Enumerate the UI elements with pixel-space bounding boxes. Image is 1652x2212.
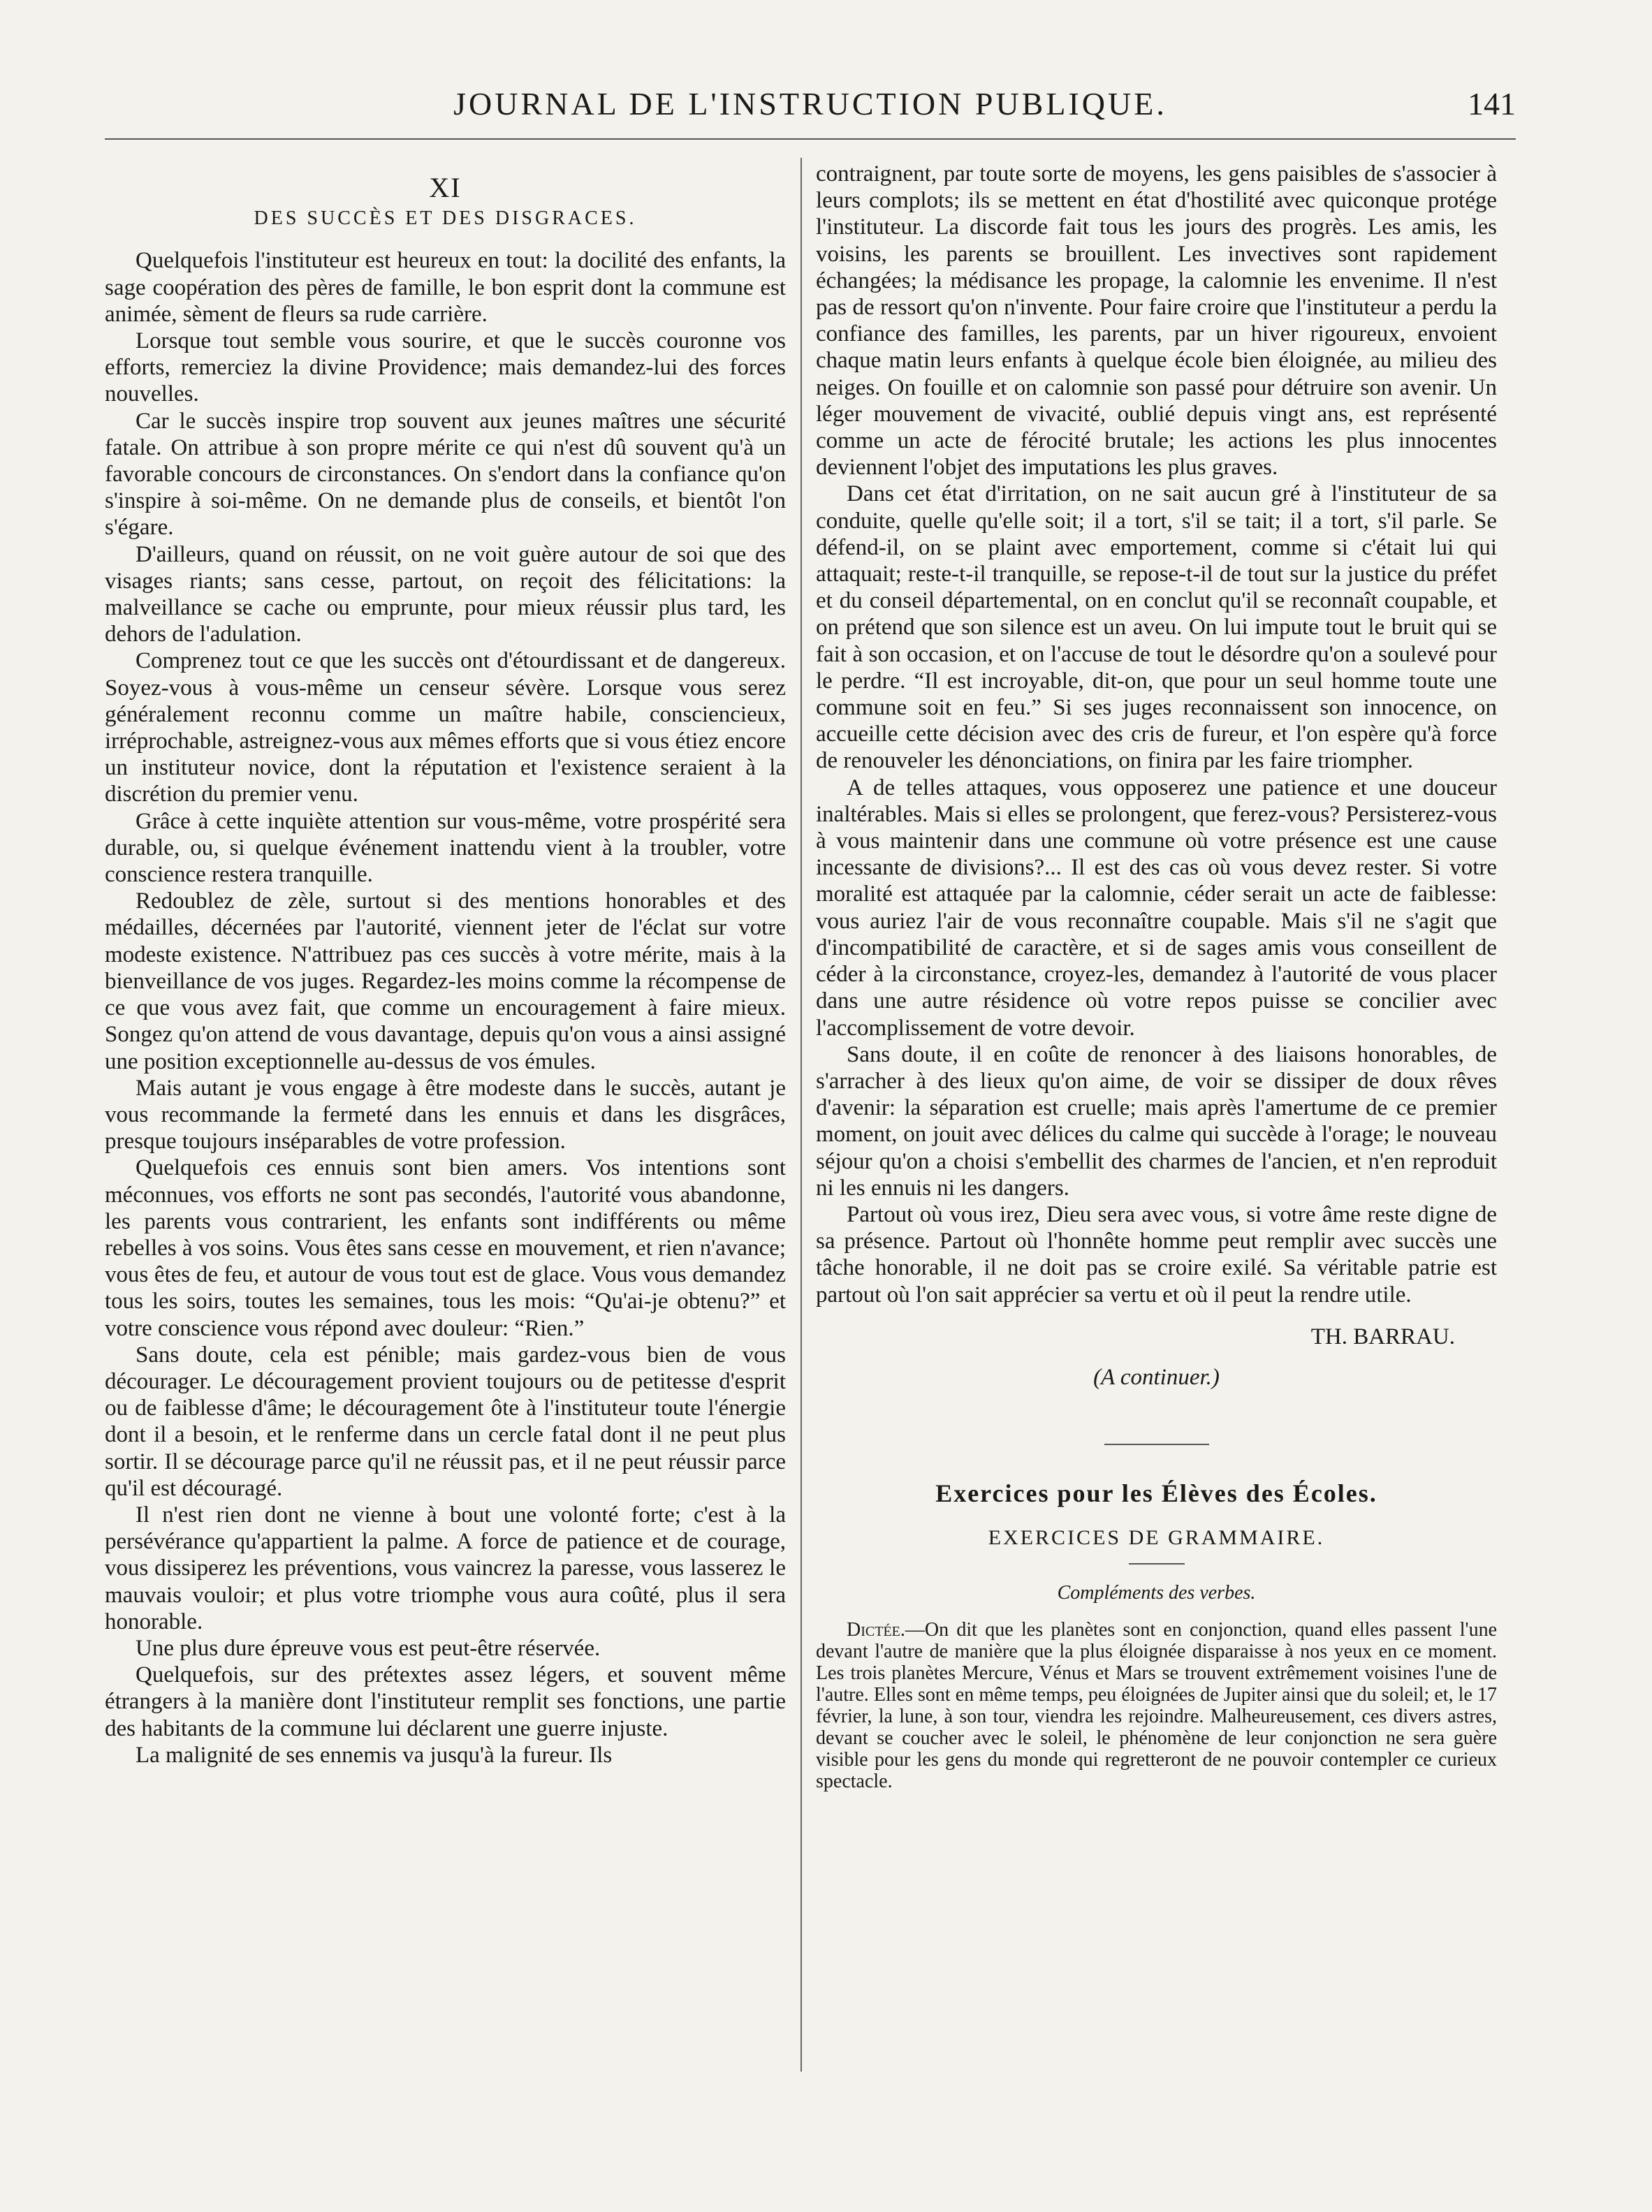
paragraph: Sans doute, cela est pénible; mais gardez-vous bien de vous décourager. Le découragement provient toujours ou de petitesse d'esprit ou de faiblesse d'âme; le découragement ôte à l'instituteur toute l'énergie dont il a besoin, et le renferme dans un cercle fatal dont il ne peut plus sortir. Il se décourage parce qu'il ne réussit pas, et il ne peut réussir parce qu'il est découragé.: [105, 1342, 786, 1501]
page-number: 141: [1468, 86, 1516, 122]
grammar-rule: [1129, 1563, 1185, 1565]
left-column: [105, 161, 786, 1768]
header-rule: [105, 138, 1516, 140]
paragraph: contraignent, par toute sorte de moyens, les gens paisibles de s'associer à leurs complots; ils se mettent en état d'hostilité avec quiconque protége l'instituteur. La discorde fait tous les jours des progrès. Les amis, les voisins, les parents se brouillent. Les invectives sont rapidement échangées; la médisance les propage, la calomnie les envenime. Il n'est pas de ressort qu'on n'invente. Pour faire croire que l'instituteur a perdu la confiance des familles, les parents, par un hiver rigoureux, envoient chaque matin leurs enfants à quelque école bien éloignée, au milieu des neiges. On fouille et on calomnie son passé pour détruire son avenir. Un léger mouvement de vivacité, oublié depuis vingt ans, est représenté comme un acte de férocité brutale; les actions les plus innocentes deviennent l'objet des imputations les plus graves.: [816, 161, 1497, 481]
paragraph: Lorsque tout semble vous sourire, et que le succès couronne vos efforts, remerciez la divine Providence; mais demandez-lui des forces nouvelles.: [105, 328, 786, 407]
dictation-lead: Dictée.: [847, 1618, 905, 1641]
right-column: [816, 161, 1497, 1792]
author-signature: TH. BARRAU.: [1310, 1324, 1455, 1349]
paragraph: Dans cet état d'irritation, on ne sait aucun gré à l'instituteur de sa conduite, quelle qu'elle soit; il a tort, s'il se tait; il a tort, s'il parle. Se défend-il, on se plaint avec emportement, comme si c'était lui qui attaquait; reste-t-il tranquille, se repose-t-il de tout sur la justice du préfet et du conseil départemental, on en conclut qu'il se reconnaît coupable, et on prétend que son silence est un aveu. On lui impute tout le bruit qui se fait à son occasion, et on l'accuse de tout le désordre qu'on a soulevé pour le perdre. “Il est incroyable, dit-on, que pour un seul homme toute une commune soit en feu.” Si ses juges reconnaissent son innocence, on accueille cette décision avec des cris de fureur, et l'on espère qu'à force de renouveler les dénonciations, on finira par les faire triompher.: [816, 481, 1497, 774]
to-be-continued: (A continuer.): [1093, 1364, 1220, 1390]
paragraph: Grâce à cette inquiète attention sur vous-même, votre prospérité sera durable, ou, si quelque événement inattendu vient à la troubler, votre conscience restera tranquille.: [105, 808, 786, 888]
paragraph: Quelquefois, sur des prétextes assez légers, et souvent même étrangers à la manière dont l'instituteur remplit ses fonctions, une partie des habitants de la commune lui déclarent une guerre injuste.: [105, 1662, 786, 1741]
page-header: [105, 78, 1516, 134]
section-title: DES SUCCÈS ET DES DISGRACES.: [254, 207, 637, 230]
paragraph: Quelquefois l'instituteur est heureux en tout: la docilité des enfants, la sage coopération des pères de famille, le bon esprit dont la commune est animée, sèment de fleurs sa rude carrière.: [105, 248, 786, 327]
grammar-title: EXERCICES DE GRAMMAIRE.: [988, 1526, 1325, 1550]
paragraph: Il n'est rien dont ne vienne à bout une volonté forte; c'est à la persévérance qu'appartient la palme. A force de patience et de courage, vous dissiperez les préventions, vous vaincrez la paresse, vous lasserez le mauvais vouloir; et plus votre triomphe vous aura coûté, plus il sera honorable.: [105, 1502, 786, 1634]
paragraph: Redoublez de zèle, surtout si des mentions honorables et des médailles, décernées par l'autorité, viennent jeter de l'éclat sur votre modeste existence. N'attribuez pas ces succès à votre mérite, mais à la bienveillance de vos juges. Regardez-les moins comme la récompense de ce que vous avez fait, que comme un encouragement à faire mieux. Songez qu'on attend de vous davantage, depuis qu'on vous a ainsi assigné une position exceptionnelle au-dessus de vos émules.: [105, 888, 786, 1074]
paragraph: La malignité de ses ennemis va jusqu'à la fureur. Ils: [136, 1742, 613, 1768]
paragraph: A de telles attaques, vous opposerez une patience et une douceur inaltérables. Mais si elles se prolongent, que ferez-vous? Persisterez-vous à vous maintenir dans une commune où votre présence est une cause incessante de divisions?... Il est des cas où vous devez rester. Si votre moralité est attaquée par la calomnie, céder serait un acte de faiblesse: vous auriez l'air de vous reconnaître coupable. Mais s'il ne s'agit que d'incompatibilité de caractère, et si de sages amis vous conseillent de céder à la circonstance, croyez-les, demandez à l'autorité de vous placer dans une autre résidence où votre repos puisse se concilier avec l'accomplissement de votre devoir.: [816, 775, 1497, 1041]
paragraph: Car le succès inspire trop souvent aux jeunes maîtres une sécurité fatale. On attribue à son propre mérite ce qui n'est dû souvent qu'à un favorable concours de circonstances. On s'endort dans la confiance qu'on s'inspire à soi-même. On ne demande plus de conseils, et bientôt l'on s'égare.: [105, 408, 786, 541]
dictation-paragraph: [816, 1619, 1497, 1792]
section-rule: [1104, 1444, 1209, 1445]
dictation-text: —On dit que les planètes sont en conjonction, quand elles passent l'une devant l'autre de manière que la plus éloignée disparaisse à nos yeux en ce moment. Les trois planètes Mercure, Vénus et Mars se trouvent extrêmement voisines l'une de l'autre. Elles sont en même temps, peu éloignées de Jupiter ainsi que du soleil; et, le 17 février, la lune, à son tour, viendra les rejoindre. Malheureusement, ces divers astres, devant se coucher avec le soleil, le phénomène de leur conjonction ne sera guère visible pour les gens du monde qui regretteront de ne pouvoir contempler ce curieux spectacle.: [816, 1618, 1497, 1792]
paragraph: Comprenez tout ce que les succès ont d'étourdissant et de dangereux. Soyez-vous à vous-même un censeur sévère. Lorsque vous serez généralement reconnu comme un maître habile, consciencieux, irréprochable, astreignez-vous aux mêmes efforts que si vous étiez encore un instituteur novice, dont la réputation et l'existence seraient à la discrétion du premier venu.: [105, 648, 786, 807]
paragraph: Une plus dure épreuve vous est peut-être réservée.: [136, 1635, 601, 1661]
paragraph: Partout où vous irez, Dieu sera avec vous, si votre âme reste digne de sa présence. Partout où l'honnête homme peut remplir avec succès une tâche honorable, il ne doit pas se croire exilé. Sa véritable patrie est partout où l'on sait apprécier sa vertu et où il peut la rendre utile.: [816, 1201, 1497, 1308]
paragraph: Mais autant je vous engage à être modeste dans le succès, autant je vous recommande la fermeté dans les ennuis et dans les disgrâces, presque toujours inséparables de votre profession.: [105, 1075, 786, 1155]
section-number: XI: [429, 172, 462, 203]
paragraph: D'ailleurs, quand on réussit, on ne voit guère autour de soi que des visages riants; sans cesse, partout, on reçoit des félicitations: la malveillance se cache ou emprunte, pour mieux réussir plus tard, les dehors de l'adulation.: [105, 541, 786, 647]
running-title: JOURNAL DE L'INSTRUCTION PUBLIQUE.: [453, 86, 1167, 122]
paragraph: Quelquefois ces ennuis sont bien amers. Vos intentions sont méconnues, vos efforts ne sont pas secondés, l'autorité vous abandonne, les parents vous contrarient, les enfants sont indifférents ou même rebelles à vos soins. Vous êtes sans cesse en mouvement, et rien n'avance; vous êtes de feu, et autour de vous tout est de glace. Vous vous demandez tous les soirs, toutes les semaines, tous les mois: “Qu'ai-je obtenu?” et votre conscience vous répond avec douleur: “Rien.”: [105, 1155, 786, 1341]
exercises-title: Exercices pour les Élèves des Écoles.: [935, 1479, 1377, 1508]
grammar-subtitle: Compléments des verbes.: [1057, 1581, 1256, 1604]
column-divider: [801, 158, 802, 2072]
paragraph: Sans doute, il en coûte de renoncer à des liaisons honorables, de s'arracher à des lieux qu'on aime, de voir se dissiper de doux rêves d'avenir: la séparation est cruelle; mais après l'amertume de ce premier moment, on jouit avec délices du calme qui succède à l'orage; le nouveau séjour qu'on a choisi s'embellit des charmes de l'ancien, et n'en reproduit ni les ennuis ni les dangers.: [816, 1041, 1497, 1201]
